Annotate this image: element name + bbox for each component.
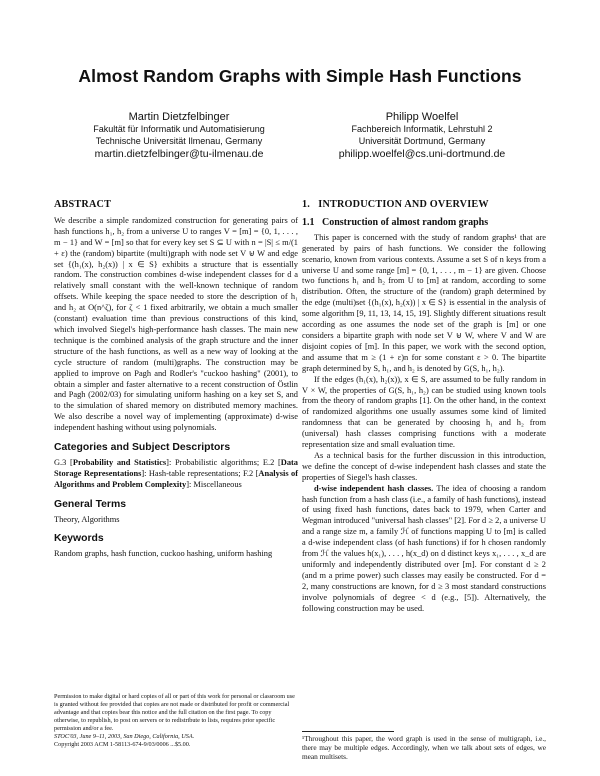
body-paragraph: As a technical basis for the further discussion in this introduction, we define the concept of d-wise independent hash classes and state the properties of Siegel's hash classes. xyxy=(302,450,546,482)
general-terms-heading: General Terms xyxy=(54,498,126,510)
categories-part: ]: Miscellaneous xyxy=(186,479,242,489)
copyright-line: Copyright 2003 ACM 1-58113-674-9/03/0006 ...$5.00. xyxy=(54,741,191,748)
author-block-2 xyxy=(300,110,544,161)
footnote-rule xyxy=(302,731,394,732)
copyright-notice xyxy=(54,693,298,749)
keywords-text: Random graphs, hash function, cuckoo hashing, uniform hashing xyxy=(54,549,273,559)
paper-title: Almost Random Graphs with Simple Hash Functions xyxy=(78,66,522,86)
categories-part: ]: Hash-table representations; F.2 [ xyxy=(141,468,259,478)
body-paragraph: This paper is concerned with the study of random graphs¹ that are generated by pairs of hash functions. We consider the following scenario, known from various contexts. Assume a set S of n keys from a universe U and some range [m] = {0, 1, . . . , m − 1} are given. Choose two functions h₁ and h₂ from U to [m] at random, according to some distribution. Often, the structure of the (random) graph determined by the edge (multi)set {(h₁(x), h₂(x)) | x ∈ S} is essential in the analysis of some algorithm [9, 11, 13, 14, 15, 19]. Slightly different situations result according as one assumes the node set of the graph is [m] or one considers a bipartite graph with node set V ⊎ W, where V and W are disjoint copies of [m]. In this paper, we work with the second option, and assume that m ≥ (1 + ε)n for some constant ε > 0. The bipartite graph determined by S, h₁, and h₂ is denoted by G(S, h₁, h₂). xyxy=(302,232,546,373)
author-affiliation: Technische Universität Ilmenau, Germany xyxy=(95,135,263,146)
category-name: Probability and Statistics xyxy=(72,457,167,467)
abstract-heading: ABSTRACT xyxy=(54,199,112,210)
author-name: Philipp Woelfel xyxy=(385,111,459,123)
author-affiliation: Fachbereich Informatik, Lehrstuhl 2 xyxy=(351,124,493,134)
author-name: Martin Dietzfelbinger xyxy=(128,111,230,123)
footnote-block xyxy=(302,731,546,761)
author-affiliation: Fakultät für Informatik und Automatisierung xyxy=(93,124,265,134)
footnote: ¹Throughout this paper, the word graph is used in the sense of multigraph, i.e., there may be multiple edges. Accordingly, when we talk about sets of edges, we mean multisets. xyxy=(302,734,546,761)
abstract-text: We describe a simple randomized construction for generating pairs of hash functions h₁, h₂ from a universe U to ranges V = [m] = {0, 1, . . . , m − 1} and W = [m] so that for every key set S ⊆ U with n = |S| ≤ m/(1 + ε) the (random) bipartite (multi)graph with node set V ⊎ W and edge set {(h₁(x), h₂(x)) | x ∈ S} exhibits a structure that is essentially random. The construction combines d-wise independent classes for d a relatively small constant with the well-known technique of random offsets. While keeping the space needed to store the description of h₁ and h₂ at O(n^ζ), for ζ < 1 fixed arbitrarily, we obtain a much smaller (constant) evaluation time than previous constructions of this kind, which involved Siegel's high-performance hash classes. The main new technique is the combined analysis of the graph structure and the inner structure of the hash functions, as well as a new way of looking at the cycle structure of random (multi)graphs. The construction may be applied to improve on Pagh and Rodler's "cuckoo hashing" (2001), to obtain a simpler and faster alternative to a recent construction of Östlin and Pagh (2002/03) for simulating uniform hashing on a key set S, and to the simulation of shared memory on distributed memory machines. We also describe a novel way of implementing (approximate) d-wise independent hashing without using polynomials. xyxy=(54,215,298,433)
left-column xyxy=(54,200,298,560)
section-heading: 1. INTRODUCTION AND OVERVIEW xyxy=(302,199,489,210)
general-terms-text: Theory, Algorithms xyxy=(54,514,120,524)
body-paragraph: If the edges (h₁(x), h₂(x)), x ∈ S, are assumed to be fully random in V × W, the properties of G(S, h₁, h₂) can be studied using known tools from the theory of random graphs [1]. On the other hand, in the context of randomized algorithms one usually assumes some kind of limited randomness that can be generated by choosing h₁ and h₂ from (universal) hash classes comprising functions with a moderate representation size and small evaluation time. xyxy=(302,374,546,450)
categories-heading: Categories and Subject Descriptors xyxy=(54,442,231,454)
run-in-heading: d-wise independent hash classes. xyxy=(314,483,434,493)
body-paragraph xyxy=(302,484,546,615)
author-email: philipp.woelfel@cs.uni-dortmund.de xyxy=(338,148,506,161)
author-affiliation: Universität Dortmund, Germany xyxy=(358,135,486,146)
keywords-heading: Keywords xyxy=(54,533,104,545)
categories-part: ]: Probabilistic algorithms; E.2 [ xyxy=(166,457,281,467)
run-in-text: The idea of choosing a random hash function from a hash class (i.e., a family of hash functions), instead of using fixed hash functions, dates back to 1979, when Carter and Wegman introduced "universal hash classes" [2]. For d ≥ 2, a universe U and a range size m, a family ℋ of functions mapping U to [m] is called a d-wise independent class (of hash functions) if for h chosen randomly from ℋ the values h(x₁), . . . , h(x_d) on d distinct keys x₁, . . . , x_d are uniformly and independently distributed over [m]. For constant d ≥ 2 (and m a prime power) such classes may easily be constructed. For d = 2, many constructions are known, for d ≥ 3 most standard constructions involve polynomials of degree < d (e.g., [5]). Alternatively, the following construction may be used. xyxy=(302,483,546,613)
right-column xyxy=(302,200,546,615)
permission-text: Permission to make digital or hard copies of all or part of this work for personal or classroom use is granted without fee provided that copies are not made or distributed for profit or commercial advantage and that copies bear this notice and the full citation on the first page. To copy otherwise, to republish, to post on servers or to redistribute to lists, requires prior specific permission and/or a fee. xyxy=(54,693,295,732)
categories-text xyxy=(54,458,298,491)
category-name: Analysis of Algorithms and Problem Complexity xyxy=(54,468,299,489)
author-email: martin.dietzfelbinger@tu-ilmenau.de xyxy=(94,148,264,161)
category-name: Data Storage Representations xyxy=(54,457,298,478)
venue-line: STOC'03, June 9–11, 2003, San Diego, California, USA. xyxy=(54,733,195,740)
author-block-1 xyxy=(56,110,302,161)
subsection-heading: 1.1 Construction of almost random graphs xyxy=(302,216,489,228)
categories-part: G.3 [ xyxy=(54,457,73,467)
